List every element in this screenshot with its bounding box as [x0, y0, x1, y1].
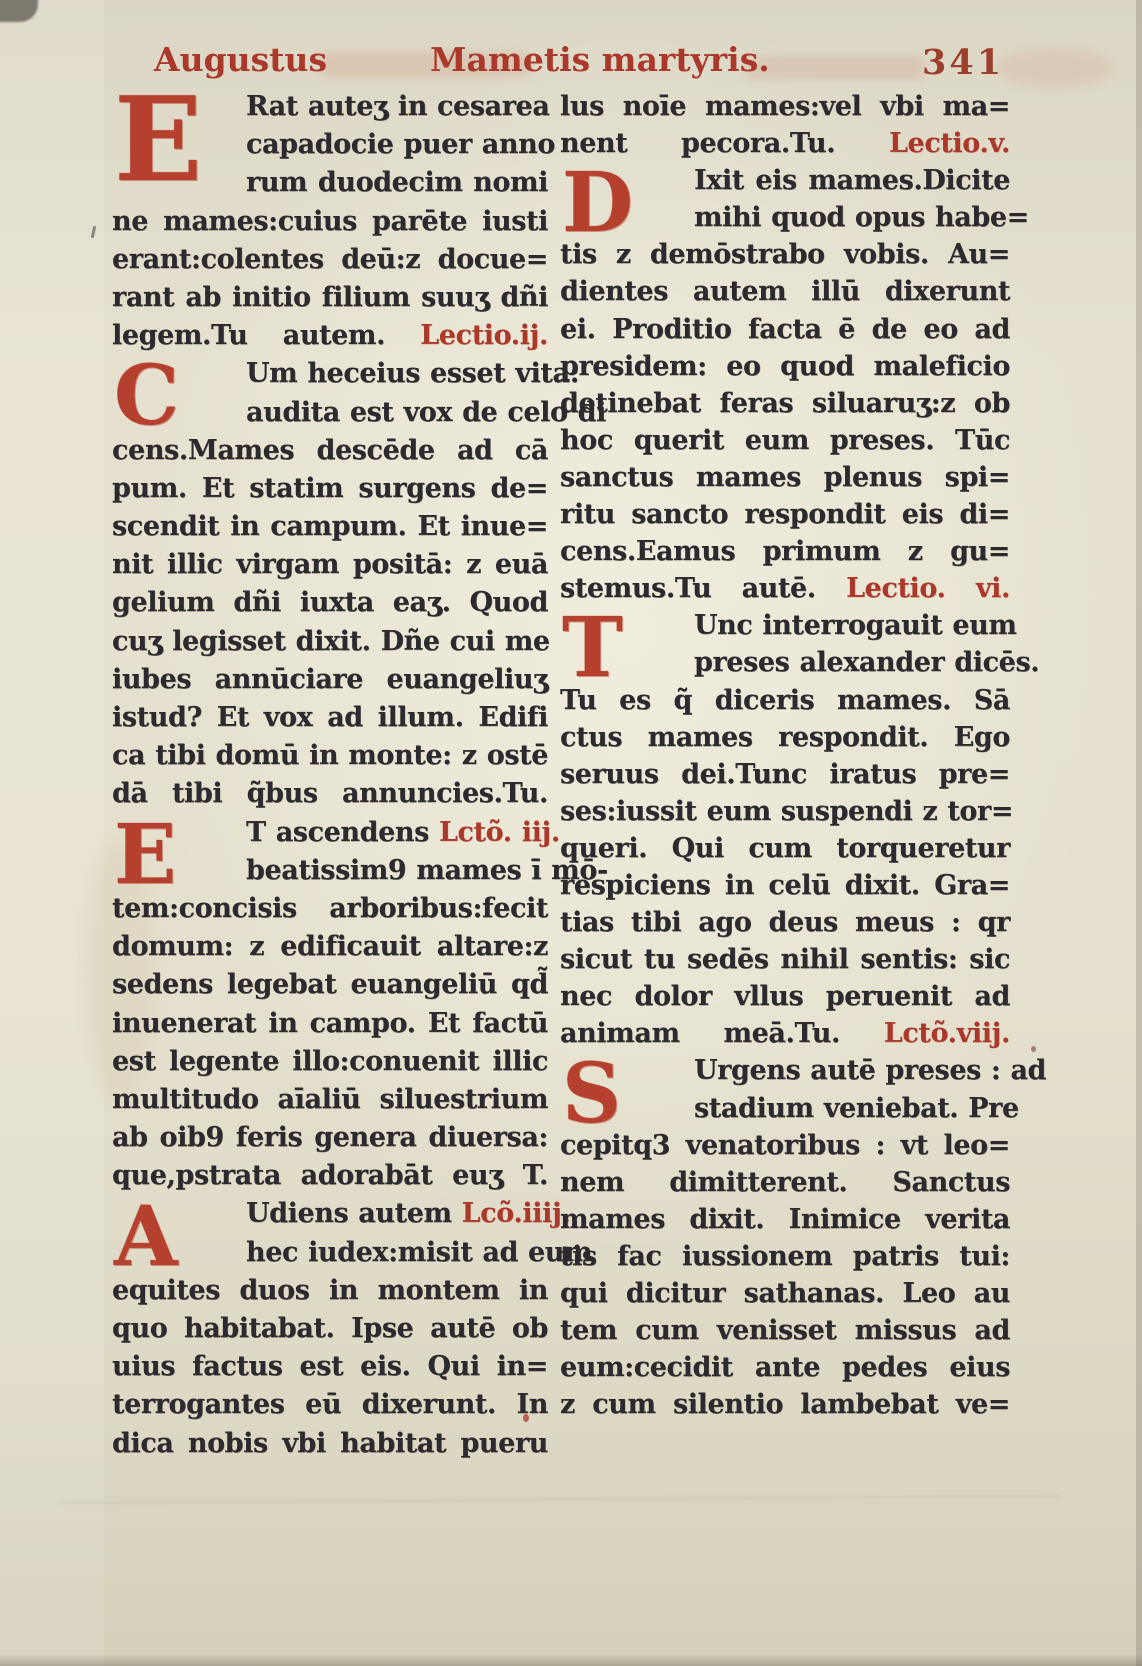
line-text: T ascendens: [246, 816, 429, 848]
text-line: [560, 756, 1010, 793]
line-text: sanctus mames plenus spi=: [560, 461, 1010, 493]
line-text: presidem: eo quod maleficio: [560, 350, 1010, 382]
line-text: capadocie puer anno: [246, 129, 555, 161]
text-line: [560, 793, 1014, 830]
drop-cap-initial: D: [562, 155, 634, 252]
line-text: sedens legebat euangeliū qd̃: [112, 969, 548, 1001]
text-line: [560, 904, 1010, 941]
line-text: istud? Et vox ad illum. Edifi: [112, 702, 548, 733]
running-header: [112, 40, 1010, 83]
page-number: 341: [922, 42, 1005, 83]
line-text: detinebat feras siluaruʒ:z ob: [560, 387, 1010, 419]
rubric-label: Lectio. vi.: [846, 573, 1010, 605]
line-text: ne mames:cuius parēte iusti: [112, 205, 548, 237]
drop-cap-initial: T: [562, 600, 624, 697]
text-line: [112, 852, 608, 890]
text-line: [560, 719, 1010, 756]
text-line: [560, 570, 1010, 607]
text-line: [560, 385, 1010, 422]
text-line: [560, 459, 1010, 496]
rubric-label: Lctõ. iij.: [438, 816, 560, 848]
text-line: [112, 966, 548, 1004]
running-title-month: Augustus: [154, 40, 328, 79]
text-line: [560, 1090, 1019, 1127]
line-text: erant:colentes deū:z docue=: [112, 243, 548, 275]
line-text: est legente illo:conuenit illic: [112, 1045, 548, 1077]
line-text: mames dixit. Inimice verita: [560, 1203, 1010, 1235]
line-text: quo habitabat. Ipse autē ob: [112, 1313, 548, 1344]
line-text: ei. Proditio facta ē de eo ad: [560, 313, 1010, 345]
line-text: que,pstrata adorabāt euʒ T.: [112, 1160, 548, 1192]
line-text: audita est vox de celo di: [246, 396, 606, 428]
line-text: cens.Eamus primum z gu=: [560, 536, 1010, 568]
text-line: [560, 348, 1010, 385]
text-line: [112, 241, 548, 279]
line-text: stadium veniebat. Pre: [694, 1092, 1019, 1124]
text-line: [560, 88, 1010, 125]
line-text: respiciens in celū dixit. Gra=: [560, 869, 1010, 901]
line-text: dā tibi q̃bus annuncies.Tu.: [112, 778, 548, 810]
line-text: Udiens autem: [246, 1198, 452, 1230]
line-text: tem cum venisset missus ad: [560, 1315, 1010, 1347]
line-text: beatissim9 mames ī mō-: [246, 854, 608, 886]
text-line: [560, 311, 1010, 348]
line-text: uius factus est eis. Qui in=: [112, 1351, 548, 1383]
line-text: ab oib9 feris genera diuersa:: [112, 1122, 548, 1154]
line-text: tem:concisis arboribus:fecit: [112, 892, 548, 924]
text-line: [112, 203, 548, 241]
text-line: [560, 1349, 1010, 1386]
text-line: [112, 775, 548, 813]
text-line: [112, 1043, 548, 1081]
rubric-label: Lectio.v.: [888, 128, 1010, 160]
text-line: [112, 1081, 548, 1119]
page-edge-right: [1136, 0, 1142, 1666]
line-text: ses:iussit eum suspendi z tor=: [560, 795, 1014, 827]
page-edge-left: [0, 0, 104, 1666]
line-text: cens.Mames descēde ad cā: [112, 434, 548, 466]
line-text: iubes annūciare euangeliuʒ: [112, 663, 548, 695]
line-text: cuʒ legisset dixit. Dñe cui me: [112, 625, 550, 657]
text-line: [112, 699, 548, 737]
text-line: [560, 830, 1010, 867]
drop-cap-initial: S: [562, 1045, 622, 1142]
line-text: dica nobis vbi habitat pueru: [112, 1427, 548, 1459]
line-text: gelium dñi iuxta eaʒ. Quod: [112, 587, 548, 619]
line-text: sicut tu sedēs nihil sentis: sic: [560, 944, 1010, 976]
rubric-label: Lectio.ij.: [420, 320, 548, 352]
text-line: [112, 470, 548, 508]
text-line: [112, 737, 548, 775]
text-line: [112, 1310, 548, 1348]
drop-cap-initial: A: [114, 1188, 178, 1285]
line-text: scendit in campum. Et inue=: [112, 511, 548, 543]
text-line: [560, 644, 1040, 681]
drop-cap-initial: C: [114, 348, 180, 445]
line-text: tis fac iussionem patris tui:: [560, 1240, 1010, 1272]
text-line: [112, 279, 548, 317]
line-text: queri. Qui cum torqueretur: [560, 832, 1010, 864]
text-line: [112, 661, 548, 699]
paper-stain: [995, 48, 1115, 88]
line-text: nit illic virgam positā: z euā: [112, 549, 548, 581]
line-text: domum: z edificauit altare:z: [112, 931, 548, 963]
line-text: inuenerat in campo. Et factū: [112, 1007, 548, 1039]
line-text: z cum silentio lambebat ve=: [560, 1389, 1010, 1421]
line-text: stemus.Tu autē.: [560, 573, 816, 605]
drop-cap-initial: E: [114, 806, 177, 903]
text-line: [112, 928, 548, 966]
line-text: hoc querit eum preses. Tūc: [560, 424, 1010, 456]
line-text: nent pecora.Tu.: [560, 128, 836, 160]
line-text: tis z demōstrabo vobis. Au=: [560, 239, 1010, 271]
line-text: Tu es q̃ diceris mames. Sā: [560, 684, 1010, 716]
line-text: nec dolor vllus peruenit ad: [560, 981, 1010, 1013]
text-line: [112, 1348, 548, 1386]
text-line: [560, 867, 1010, 904]
text-line: [112, 1425, 548, 1463]
text-line: [560, 1275, 1010, 1312]
text-column-left: [112, 72, 608, 1463]
line-text: Unc interrogauit eum: [694, 610, 1017, 642]
text-line: [560, 273, 1010, 310]
line-text: tias tibi ago deus meus : qr: [560, 907, 1010, 939]
text-line: [560, 978, 1010, 1015]
text-line: [560, 1386, 1010, 1423]
running-title-feast: Mametis martyris.: [430, 40, 770, 79]
text-column-right: [560, 88, 1047, 1423]
text-line: [560, 422, 1010, 459]
line-text: lus noīe mames:vel vbi ma=: [560, 91, 1010, 122]
line-text: equites duos in montem in: [112, 1274, 548, 1306]
text-line: [560, 533, 1010, 570]
drop-cap-initial: E: [114, 72, 203, 208]
text-line: [560, 682, 1010, 719]
text-line: [112, 508, 548, 546]
text-line: [112, 1119, 548, 1157]
line-text: qui dicitur sathanas. Leo au: [560, 1278, 1010, 1309]
text-line: [112, 623, 548, 661]
text-line: [560, 1201, 1010, 1238]
line-text: terrogantes eū dixerunt. In: [112, 1389, 548, 1421]
line-text: pum. Et statim surgens de=: [112, 472, 548, 504]
line-text: Um heceius esset vita:: [246, 358, 580, 390]
text-line: [560, 1312, 1010, 1349]
text-line: [560, 1052, 1047, 1089]
text-line: [560, 941, 1010, 978]
line-text: ritu sancto respondit eis di=: [560, 499, 1010, 531]
text-line: [112, 584, 548, 622]
rubric-label: Lcõ.iiij.: [461, 1198, 571, 1230]
line-text: Ixit eis mames.Dicite: [694, 165, 1010, 197]
text-line: [112, 546, 548, 584]
line-text: legem.Tu autem.: [112, 320, 386, 352]
line-text: multitudo aīaliū siluestrium: [112, 1083, 548, 1115]
text-line: [112, 1005, 548, 1043]
line-text: cepitq3 venatoribus : vt leo=: [560, 1129, 1010, 1161]
text-line: [112, 814, 560, 852]
text-line: [560, 1015, 1010, 1052]
line-text: seruus dei.Tunc iratus pre=: [560, 758, 1010, 790]
line-text: ctus mames respondit. Ego: [560, 721, 1010, 753]
page-edge-bottom: [0, 1654, 1142, 1666]
line-text: hec iudex:misit ad eum: [246, 1236, 593, 1268]
line-text: Rat auteʒ in cesarea: [246, 91, 550, 122]
line-text: rant ab initio filium suuʒ dñi: [112, 281, 548, 313]
ink-speck: [1031, 1046, 1036, 1052]
text-line: [560, 496, 1010, 533]
text-line: [112, 890, 548, 928]
line-text: nem dimitterent. Sanctus: [560, 1166, 1010, 1198]
line-text: mihi quod opus habe=: [694, 202, 1029, 234]
line-text: Urgens autē preses : ad: [694, 1055, 1047, 1087]
text-line: [560, 1238, 1010, 1275]
line-text: preses alexander dicēs.: [694, 647, 1040, 679]
line-text: eum:cecidit ante pedes eius: [560, 1352, 1010, 1384]
rubric-label: Lctõ.viij.: [883, 1018, 1010, 1050]
line-text: ca tibi domū in monte: z ostē: [112, 740, 548, 772]
paper-crease: [60, 1495, 1060, 1505]
text-line: [560, 607, 1017, 644]
text-line: [112, 1386, 548, 1424]
text-line: [560, 1164, 1010, 1201]
line-text: rum duodecim nomi: [246, 167, 548, 199]
line-text: animam meā.Tu.: [560, 1018, 840, 1050]
line-text: dientes autem illū dixerunt: [560, 276, 1010, 308]
text-line: [560, 1127, 1010, 1164]
